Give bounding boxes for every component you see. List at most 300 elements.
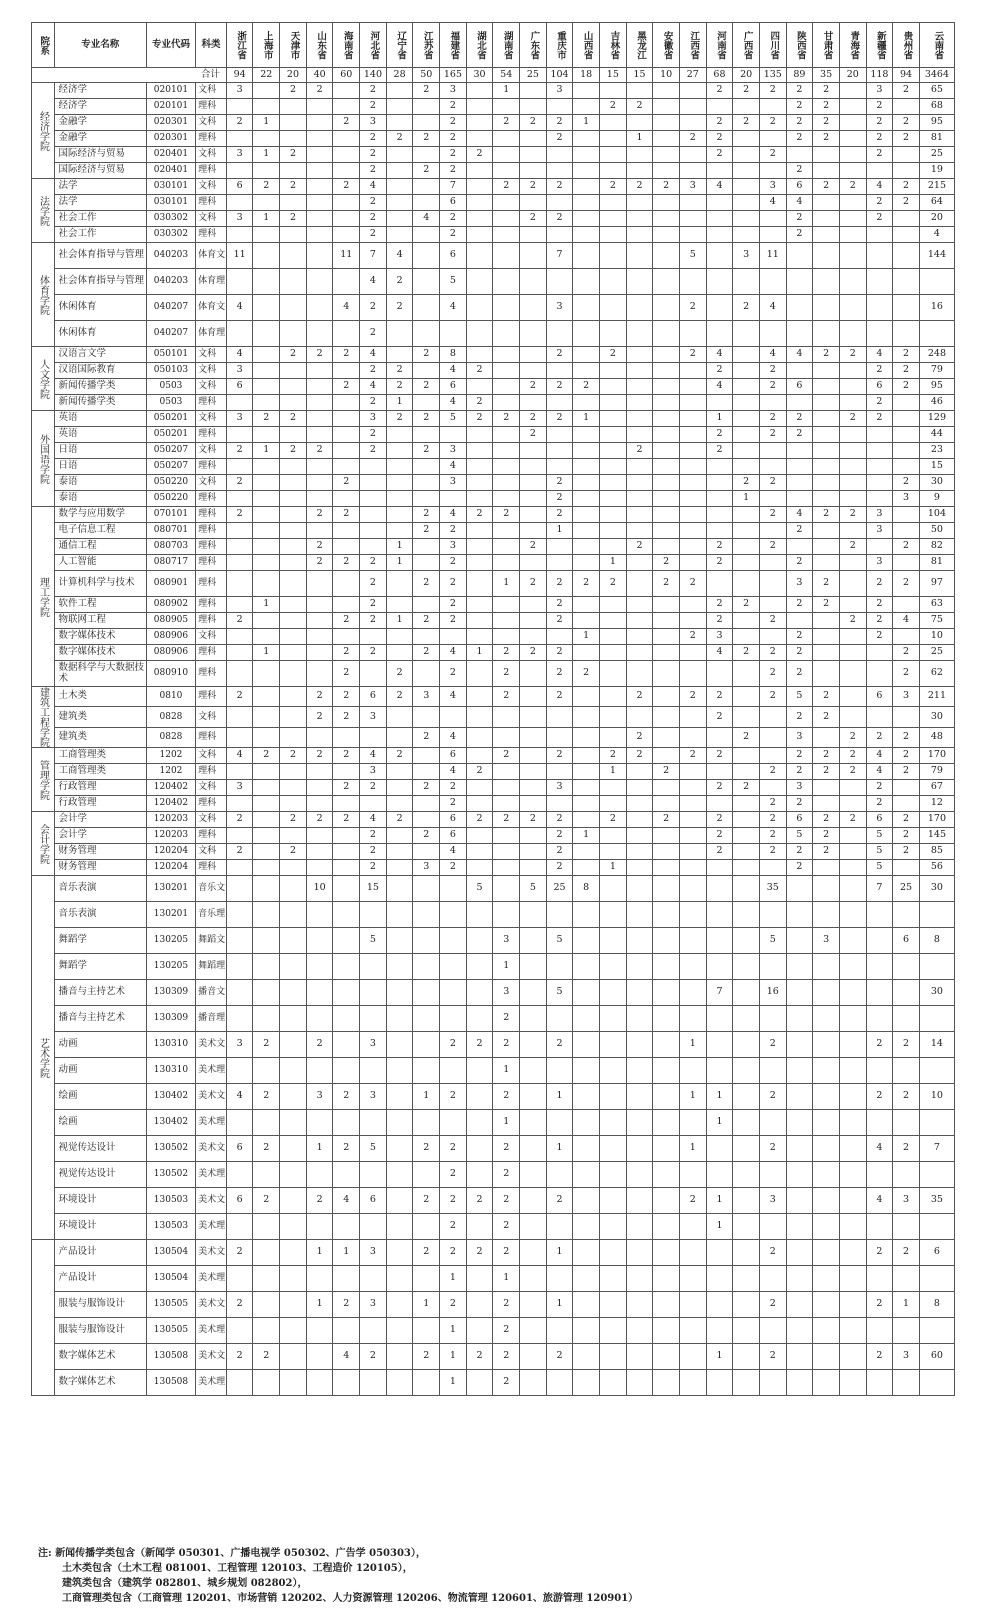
- quota-cell: [413, 812, 440, 828]
- header-province: 安徽省: [653, 23, 680, 68]
- quota-cell: 2: [759, 1032, 786, 1058]
- quota-cell: [786, 363, 813, 379]
- quota-cell: [306, 163, 333, 179]
- quota-cell: [839, 1006, 866, 1032]
- total-row: [32, 68, 955, 83]
- major-code-cell: 130502: [146, 1136, 195, 1162]
- quota-cell: [733, 99, 760, 115]
- quota-cell: [520, 928, 547, 954]
- quota-cell: [600, 83, 627, 99]
- major-name-cell: 汉语言文学: [54, 347, 146, 363]
- quota-cell: [253, 507, 280, 523]
- quota-cell: [573, 99, 600, 115]
- quota-cell: [226, 1266, 253, 1292]
- quota-cell: [733, 1240, 760, 1266]
- quota-cell: [653, 211, 680, 227]
- quota-cell: [306, 860, 333, 876]
- quota-cell: [813, 876, 840, 902]
- quota-cell: 2: [759, 427, 786, 443]
- quota-cell: [306, 1214, 333, 1240]
- quota-cell: [653, 980, 680, 1006]
- quota-cell: [280, 780, 307, 796]
- quota-cell: [679, 427, 706, 443]
- quota-cell: [226, 1162, 253, 1188]
- quota-cell: [893, 1058, 920, 1084]
- quota-cell: 1: [733, 491, 760, 507]
- quota-cell: [573, 1188, 600, 1214]
- quota-cell: [440, 491, 467, 507]
- quota-cell: 3: [360, 1084, 387, 1110]
- quota-cell: [813, 629, 840, 645]
- category-cell: 文科: [196, 780, 227, 796]
- quota-cell: 6: [866, 687, 893, 707]
- quota-cell: [253, 163, 280, 179]
- header-province: 福建省: [440, 23, 467, 68]
- quota-cell: 3: [893, 687, 920, 707]
- quota-cell: [520, 443, 547, 459]
- quota-cell: 5: [440, 411, 467, 427]
- category-cell: 文科: [196, 347, 227, 363]
- quota-cell: [466, 571, 493, 597]
- quota-cell: 2: [520, 812, 547, 828]
- quota-cell: [280, 321, 307, 347]
- quota-cell: [466, 347, 493, 363]
- quota-cell: [839, 1110, 866, 1136]
- quota-cell: [653, 427, 680, 443]
- quota-cell: [679, 1292, 706, 1318]
- major-code-cell: 1202: [146, 764, 195, 780]
- note-line: [38, 1546, 638, 1561]
- quota-cell: 3: [440, 83, 467, 99]
- quota-cell: [759, 1162, 786, 1188]
- quota-cell: 3: [226, 411, 253, 427]
- quota-cell: [413, 195, 440, 211]
- quota-cell: [466, 539, 493, 555]
- quota-cell: [493, 764, 520, 780]
- quota-cell: [600, 411, 627, 427]
- quota-cell: [813, 1318, 840, 1344]
- quota-cell: [626, 295, 653, 321]
- quota-cell: [413, 147, 440, 163]
- quota-cell: [413, 928, 440, 954]
- quota-cell: [653, 443, 680, 459]
- quota-cell: [759, 459, 786, 475]
- quota-cell: [679, 523, 706, 539]
- quota-cell: 2: [733, 83, 760, 99]
- quota-cell: [573, 507, 600, 523]
- quota-cell: 2: [759, 661, 786, 687]
- quota-cell: [813, 1058, 840, 1084]
- quota-cell: [839, 321, 866, 347]
- quota-cell: [679, 780, 706, 796]
- table-row: [32, 1084, 955, 1110]
- quota-cell: [413, 954, 440, 980]
- quota-cell: 2: [786, 796, 813, 812]
- quota-cell: [386, 427, 413, 443]
- quota-cell: [679, 211, 706, 227]
- quota-cell: [759, 597, 786, 613]
- quota-cell: [626, 227, 653, 243]
- quota-cell: 2: [493, 411, 520, 427]
- quota-cell: [466, 443, 493, 459]
- quota-cell: [466, 179, 493, 195]
- quota-cell: [573, 1058, 600, 1084]
- quota-cell: [893, 147, 920, 163]
- quota-cell: [759, 629, 786, 645]
- quota-cell: 2: [466, 1188, 493, 1214]
- quota-cell: [679, 1162, 706, 1188]
- quota-cell: [759, 1266, 786, 1292]
- major-code-cell: 050101: [146, 347, 195, 363]
- quota-cell: [653, 459, 680, 475]
- quota-cell: [386, 163, 413, 179]
- quota-cell: 215: [919, 179, 954, 195]
- quota-cell: 1: [679, 1136, 706, 1162]
- quota-cell: [786, 539, 813, 555]
- quota-cell: [253, 269, 280, 295]
- major-name-cell: 建筑类: [54, 707, 146, 727]
- quota-cell: [626, 83, 653, 99]
- quota-cell: 3: [786, 727, 813, 747]
- quota-cell: [493, 427, 520, 443]
- quota-cell: 56: [919, 860, 954, 876]
- quota-cell: [600, 227, 627, 243]
- quota-cell: 2: [280, 812, 307, 828]
- quota-cell: 6: [360, 1188, 387, 1214]
- quota-cell: [333, 269, 360, 295]
- quota-cell: 2: [759, 83, 786, 99]
- quota-cell: 4: [866, 1188, 893, 1214]
- quota-cell: 2: [280, 748, 307, 764]
- quota-cell: [440, 876, 467, 902]
- quota-cell: 2: [786, 764, 813, 780]
- quota-cell: [493, 321, 520, 347]
- quota-cell: [520, 613, 547, 629]
- table-row: [32, 844, 955, 860]
- quota-cell: [306, 475, 333, 491]
- quota-cell: [546, 1266, 573, 1292]
- category-cell: 理科: [196, 764, 227, 780]
- quota-cell: [733, 954, 760, 980]
- major-name-cell: 法学: [54, 179, 146, 195]
- table-row: [32, 629, 955, 645]
- quota-cell: [813, 1032, 840, 1058]
- quota-cell: [226, 1370, 253, 1396]
- dept-cell: 经济学院: [32, 83, 55, 179]
- quota-cell: [653, 491, 680, 507]
- major-code-cell: 130504: [146, 1240, 195, 1266]
- quota-cell: [466, 687, 493, 707]
- quota-cell: 2: [493, 115, 520, 131]
- quota-cell: 4: [440, 764, 467, 780]
- quota-cell: [306, 1110, 333, 1136]
- quota-cell: [679, 980, 706, 1006]
- quota-cell: [626, 1370, 653, 1396]
- quota-cell: 2: [866, 629, 893, 645]
- table-row: [32, 99, 955, 115]
- major-name-cell: 休闲体育: [54, 321, 146, 347]
- quota-cell: [360, 1318, 387, 1344]
- header-province: 河南省: [706, 23, 733, 68]
- major-code-cell: 070101: [146, 507, 195, 523]
- quota-cell: 82: [919, 539, 954, 555]
- major-name-cell: 视觉传达设计: [54, 1136, 146, 1162]
- quota-cell: [253, 395, 280, 411]
- quota-cell: [733, 427, 760, 443]
- quota-cell: [493, 523, 520, 539]
- quota-cell: [546, 1318, 573, 1344]
- quota-cell: [626, 928, 653, 954]
- quota-cell: [786, 876, 813, 902]
- quota-cell: [626, 523, 653, 539]
- quota-cell: [679, 764, 706, 780]
- quota-cell: [626, 571, 653, 597]
- quota-cell: [600, 780, 627, 796]
- quota-cell: [386, 347, 413, 363]
- quota-cell: 2: [253, 411, 280, 427]
- quota-cell: [573, 295, 600, 321]
- category-cell: 理科: [196, 507, 227, 523]
- quota-cell: [706, 475, 733, 491]
- quota-cell: [893, 411, 920, 427]
- quota-cell: [386, 1058, 413, 1084]
- header-province: 海南省: [333, 23, 360, 68]
- quota-cell: [919, 1214, 954, 1240]
- quota-cell: [520, 99, 547, 115]
- quota-cell: 2: [866, 727, 893, 747]
- quota-cell: [520, 1318, 547, 1344]
- quota-cell: [653, 597, 680, 613]
- quota-cell: [280, 645, 307, 661]
- quota-cell: [466, 613, 493, 629]
- category-cell: 播音理: [196, 1006, 227, 1032]
- quota-cell: [600, 954, 627, 980]
- quota-cell: 2: [520, 115, 547, 131]
- quota-cell: [626, 427, 653, 443]
- quota-cell: 2: [466, 812, 493, 828]
- quota-cell: 2: [440, 523, 467, 539]
- quota-cell: 2: [493, 1162, 520, 1188]
- quota-cell: 2: [893, 379, 920, 395]
- quota-cell: 2: [653, 812, 680, 828]
- quota-cell: 2: [333, 115, 360, 131]
- quota-cell: [893, 1006, 920, 1032]
- quota-cell: 2: [679, 687, 706, 707]
- quota-cell: [786, 1344, 813, 1370]
- category-cell: 文科: [196, 179, 227, 195]
- quota-cell: 2: [333, 687, 360, 707]
- dept-cell: 建筑工程学院: [32, 687, 55, 748]
- header-province: 江西省: [679, 23, 706, 68]
- quota-cell: [626, 211, 653, 227]
- quota-cell: [440, 1058, 467, 1084]
- quota-cell: [679, 844, 706, 860]
- quota-cell: 2: [333, 645, 360, 661]
- quota-cell: 2: [413, 379, 440, 395]
- quota-cell: [226, 902, 253, 928]
- header-province: 天津市: [280, 23, 307, 68]
- quota-cell: [280, 661, 307, 687]
- quota-cell: [733, 1162, 760, 1188]
- quota-cell: 3: [360, 115, 387, 131]
- quota-cell: [573, 954, 600, 980]
- quota-cell: [413, 227, 440, 243]
- quota-cell: 3: [679, 179, 706, 195]
- quota-cell: [600, 427, 627, 443]
- quota-cell: [333, 523, 360, 539]
- quota-cell: [600, 395, 627, 411]
- quota-cell: [626, 844, 653, 860]
- quota-cell: 6: [866, 812, 893, 828]
- category-cell: 文科: [196, 748, 227, 764]
- quota-cell: [280, 1292, 307, 1318]
- major-name-cell: 社会工作: [54, 227, 146, 243]
- quota-cell: [360, 1214, 387, 1240]
- quota-cell: 2: [600, 571, 627, 597]
- major-code-cell: 080703: [146, 539, 195, 555]
- quota-cell: [253, 812, 280, 828]
- quota-cell: 2: [360, 147, 387, 163]
- quota-cell: [306, 1162, 333, 1188]
- quota-cell: [280, 764, 307, 780]
- quota-cell: 2: [226, 475, 253, 491]
- quota-cell: 2: [360, 195, 387, 211]
- quota-cell: [679, 707, 706, 727]
- header-province: 贵州省: [893, 23, 920, 68]
- quota-cell: 2: [440, 211, 467, 227]
- quota-cell: 1: [600, 764, 627, 780]
- table-row: [32, 427, 955, 443]
- quota-cell: [306, 780, 333, 796]
- quota-cell: [573, 363, 600, 379]
- major-code-cell: 0503: [146, 379, 195, 395]
- quota-cell: [839, 597, 866, 613]
- quota-cell: [226, 645, 253, 661]
- quota-cell: 2: [786, 115, 813, 131]
- quota-cell: [493, 147, 520, 163]
- quota-cell: [360, 1058, 387, 1084]
- quota-cell: 35: [759, 876, 786, 902]
- quota-cell: 2: [866, 1084, 893, 1110]
- header-major-name: 专业名称: [54, 23, 146, 68]
- quota-cell: 3: [813, 928, 840, 954]
- quota-cell: [653, 539, 680, 555]
- quota-cell: [839, 860, 866, 876]
- quota-cell: 2: [786, 427, 813, 443]
- quota-cell: [679, 507, 706, 523]
- quota-cell: [786, 491, 813, 507]
- quota-cell: [280, 1318, 307, 1344]
- quota-cell: [839, 1162, 866, 1188]
- quota-cell: [520, 828, 547, 844]
- quota-cell: [333, 764, 360, 780]
- table-row: [32, 597, 955, 613]
- quota-cell: 2: [866, 395, 893, 411]
- quota-cell: [573, 613, 600, 629]
- quota-cell: [573, 844, 600, 860]
- major-name-cell: 英语: [54, 411, 146, 427]
- quota-cell: 3: [493, 980, 520, 1006]
- table-row: [32, 812, 955, 828]
- quota-cell: [413, 491, 440, 507]
- quota-cell: [653, 115, 680, 131]
- quota-cell: [626, 1292, 653, 1318]
- quota-cell: 2: [573, 379, 600, 395]
- quota-cell: [759, 491, 786, 507]
- quota-cell: 19: [919, 163, 954, 179]
- table-row: [32, 928, 955, 954]
- quota-cell: [893, 597, 920, 613]
- quota-cell: 2: [679, 295, 706, 321]
- quota-cell: 1: [493, 1110, 520, 1136]
- quota-cell: [466, 459, 493, 475]
- quota-cell: [440, 954, 467, 980]
- quota-cell: [333, 1214, 360, 1240]
- quota-cell: [280, 459, 307, 475]
- quota-cell: [733, 179, 760, 195]
- quota-cell: [813, 1110, 840, 1136]
- total-value: 40: [306, 68, 333, 83]
- major-code-cell: 030101: [146, 179, 195, 195]
- quota-cell: 4: [440, 363, 467, 379]
- quota-cell: [893, 427, 920, 443]
- quota-cell: [653, 928, 680, 954]
- quota-cell: 3: [893, 491, 920, 507]
- quota-cell: [546, 163, 573, 179]
- quota-cell: [520, 1058, 547, 1084]
- quota-cell: [333, 1058, 360, 1084]
- quota-cell: [573, 427, 600, 443]
- quota-cell: [413, 1214, 440, 1240]
- quota-cell: [759, 748, 786, 764]
- major-code-cell: 130205: [146, 954, 195, 980]
- quota-cell: [466, 295, 493, 321]
- quota-cell: [493, 131, 520, 147]
- quota-cell: [839, 1240, 866, 1266]
- quota-cell: [600, 195, 627, 211]
- quota-cell: 2: [253, 1032, 280, 1058]
- major-name-cell: 新闻传播学类: [54, 379, 146, 395]
- quota-cell: 3: [866, 507, 893, 523]
- quota-cell: [413, 1006, 440, 1032]
- notes: [38, 1546, 638, 1606]
- category-cell: 美术文: [196, 1136, 227, 1162]
- major-name-cell: 计算机科学与技术: [54, 571, 146, 597]
- quota-cell: [600, 1214, 627, 1240]
- quota-cell: 2: [306, 507, 333, 523]
- quota-cell: [813, 1084, 840, 1110]
- quota-cell: 3: [733, 243, 760, 269]
- quota-cell: [813, 147, 840, 163]
- quota-cell: 2: [226, 115, 253, 131]
- quota-cell: 3: [360, 764, 387, 780]
- quota-cell: [306, 523, 333, 539]
- quota-cell: [226, 427, 253, 443]
- quota-cell: [386, 860, 413, 876]
- quota-cell: [280, 363, 307, 379]
- quota-cell: 2: [546, 475, 573, 491]
- category-cell: 文科: [196, 812, 227, 828]
- quota-cell: [733, 1344, 760, 1370]
- quota-cell: 2: [360, 828, 387, 844]
- quota-cell: [386, 764, 413, 780]
- quota-cell: [653, 1006, 680, 1032]
- quota-cell: [839, 475, 866, 491]
- quota-cell: 2: [546, 748, 573, 764]
- quota-cell: [733, 321, 760, 347]
- quota-cell: [600, 269, 627, 295]
- quota-cell: [333, 828, 360, 844]
